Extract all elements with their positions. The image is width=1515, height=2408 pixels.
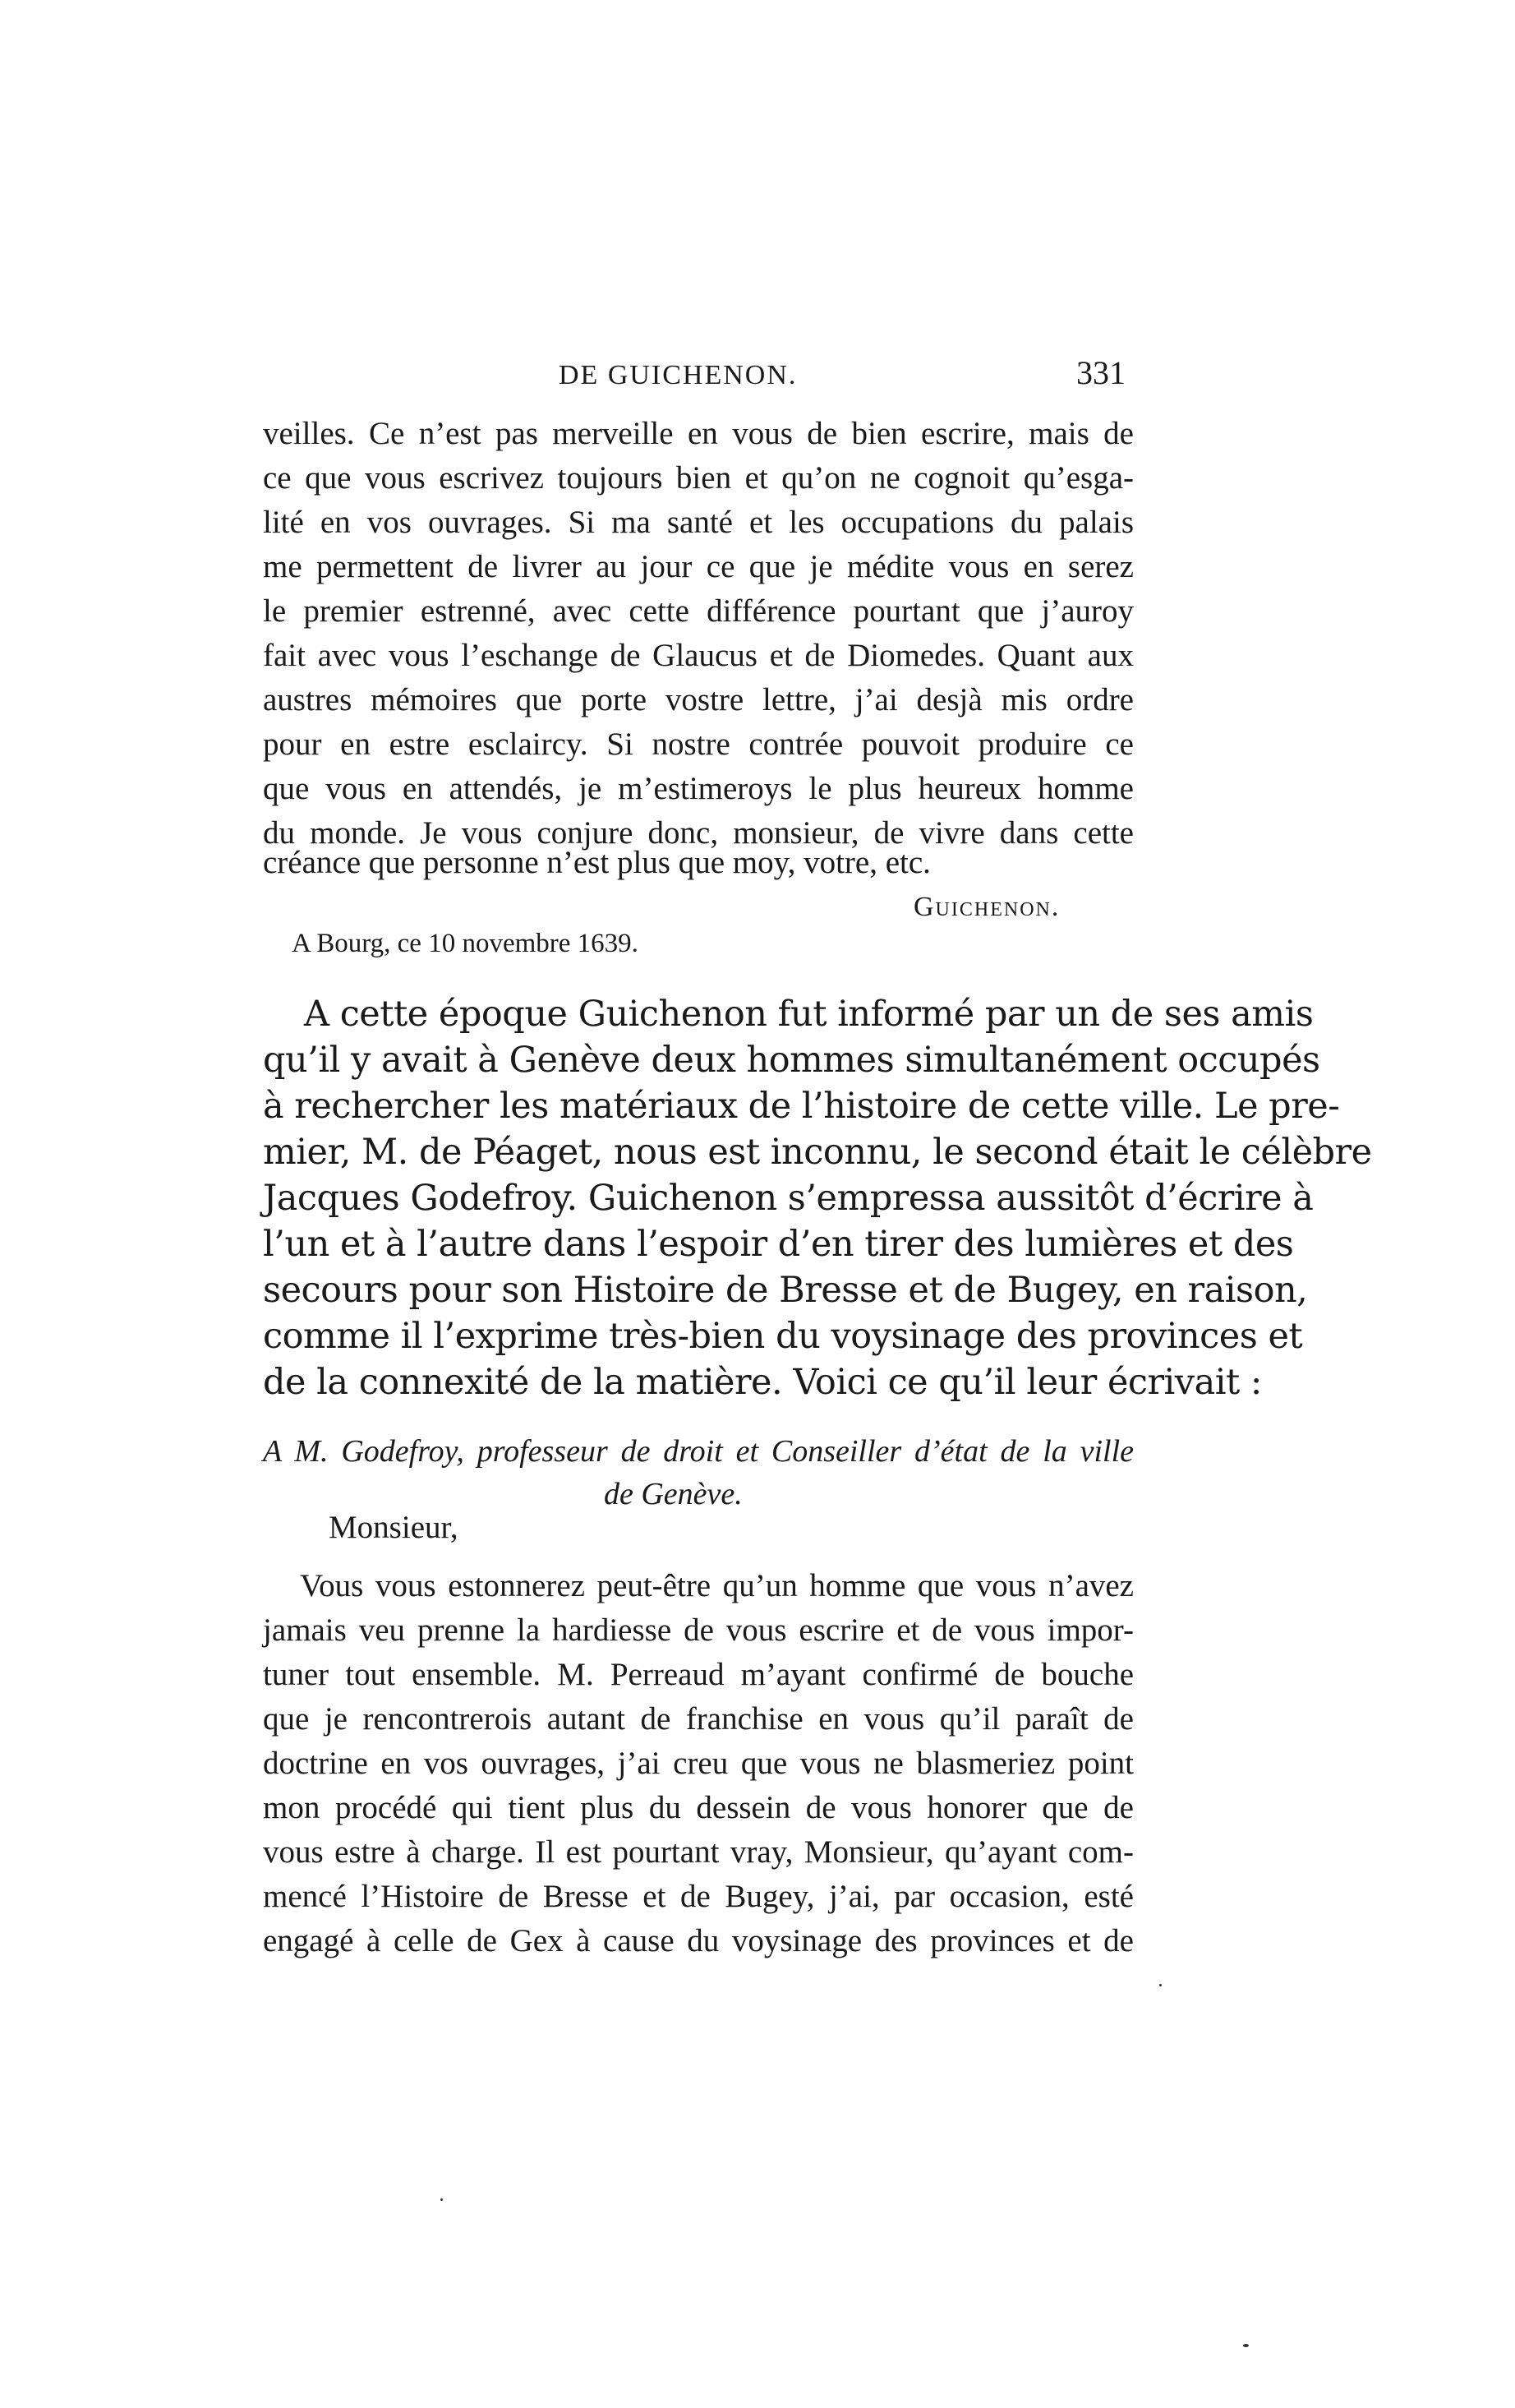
text-line: engagé à celle de Gex à cause du voysinage des provinces et de [263,1923,1134,1958]
text-line: tuner tout ensemble. M. Perreaud m’ayant confirmé de bouche [263,1657,1134,1692]
text-line: fait avec vous l’eschange de Glaucus et de Diomedes. Quant aux [263,638,1134,673]
paper-speck [1159,1984,1162,1986]
text-line: doctrine en vos ouvrages, j’ai creu que vous ne blasmeriez point [263,1746,1134,1781]
text-line: ce que vous escrivez toujours bien et qu’on ne cognoit qu’esga- [263,460,1134,496]
text-line: mon procédé qui tient plus du dessein de vous honorer que de [263,1790,1134,1825]
text-line: pour en estre esclaircy. Si nostre contrée pouvoit produire ce [263,727,1134,762]
text-line: Vous vous estonnerez peut-être qu’un homme que vous n’avez [300,1568,1134,1603]
text-line: créance que personne n’est plus que moy, votre, etc. [263,845,931,880]
dateline: A Bourg, ce 10 novembre 1639. [292,929,638,958]
text-line: jamais veu prenne la hardiesse de vous escrire et de vous impor- [263,1612,1134,1648]
paper-speck [440,2198,443,2201]
text-line: lité en vos ouvrages. Si ma santé et les occupations du palais [263,505,1134,540]
text-line: veilles. Ce n’est pas merveille en vous de bien escrire, mais de [263,416,1134,451]
text-line: secours pour son Histoire de Bresse et de Bugey, en raison, [263,1270,1308,1311]
text-line: du monde. Je vous conjure donc, monsieur, de vivre dans cette [263,815,1134,851]
text-line: comme il l’exprime très-bien du voysinage des provinces et [263,1316,1303,1357]
salutation: Monsieur, [329,1510,458,1545]
address-line: de Genève. [604,1477,743,1511]
text-line: A cette époque Guichenon fut informé par un de ses amis [304,994,1314,1035]
text-line: de la connexité de la matière. Voici ce qu’il leur écrivait : [263,1362,1262,1403]
text-line: me permettent de livrer au jour ce que je médite vous en serez [263,549,1134,584]
text-line: mier, M. de Péaget, nous est inconnu, le second était le célèbre [263,1132,1372,1173]
text-line: Jacques Godefroy. Guichenon s’empressa aussitôt d’écrire à [263,1178,1314,1219]
text-line: qu’il y avait à Genève deux hommes simultanément occupés [263,1040,1320,1081]
page-number: 331 [1076,354,1126,391]
text-line: à rechercher les matériaux de l’histoire de cette ville. Le pre- [263,1086,1340,1127]
running-head: DE GUICHENON. [559,360,798,390]
paper-speck [1243,2344,1249,2347]
text-line: l’un et à l’autre dans l’espoir d’en tirer des lumières et des [263,1224,1294,1265]
page-header [263,353,1134,403]
text-line: que vous en attendés, je m’estimeroys le plus heureux homme [263,771,1134,806]
signature: Guichenon. [914,892,1061,922]
text-line: vous estre à charge. Il est pourtant vray, Monsieur, qu’ayant com- [263,1834,1134,1870]
address-line: A M. Godefroy, professeur de droit et Conseiller d’état de la ville [263,1434,1134,1469]
text-line: le premier estrenné, avec cette différence pourtant que j’auroy [263,593,1134,629]
text-line: mencé l’Histoire de Bresse et de Bugey, j’ai, par occasion, esté [263,1879,1134,1914]
text-line: austres mémoires que porte vostre lettre, j’ai desjà mis ordre [263,682,1134,717]
text-line: que je rencontrerois autant de franchise en vous qu’il paraît de [263,1701,1134,1737]
